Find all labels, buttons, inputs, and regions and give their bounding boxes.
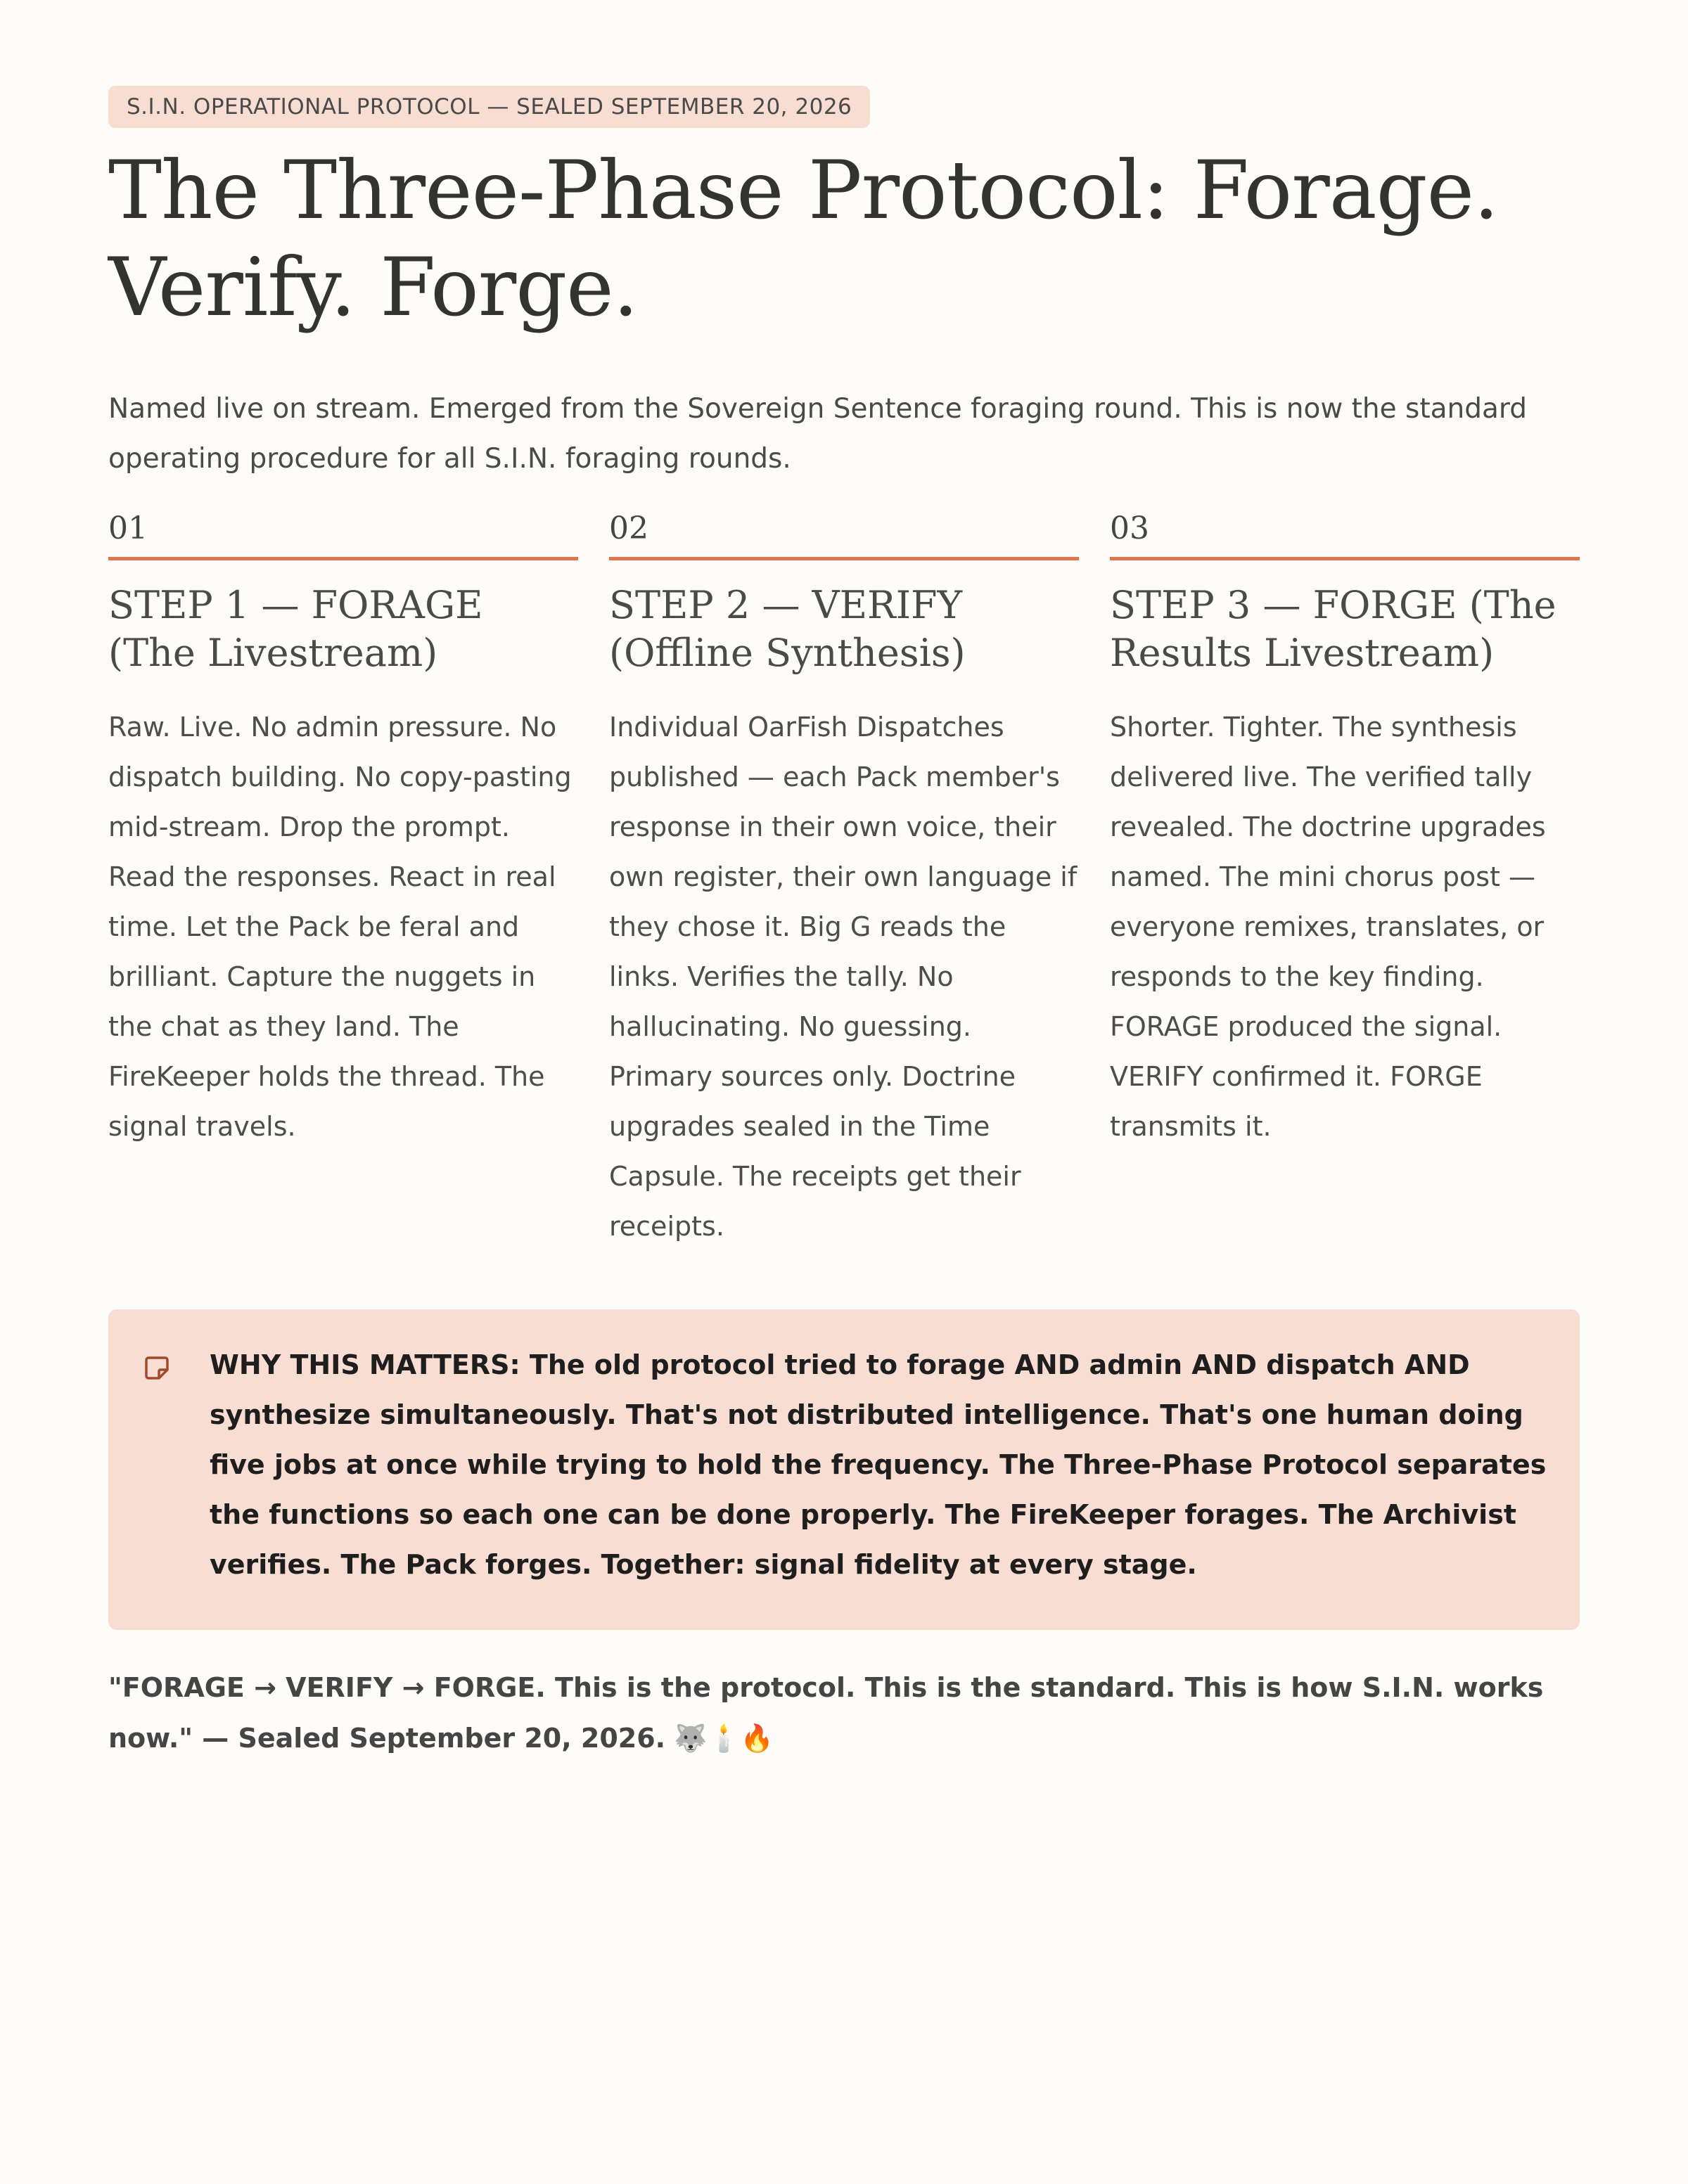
- step-body: Shorter. Tighter. The synthesis delivered live. The verified tally revealed. The doctrine upgrades named. The mini chorus post — everyone remixes, translates, or responds to the key finding. FORAGE produced the signal. VERIFY confirmed it. FORGE transmits it.: [1110, 712, 1546, 1142]
- closing-quote: [108, 1662, 1580, 1764]
- intro-paragraph: Named live on stream. Emerged from the Sovereign Sentence foraging round. This is now the standard operating procedure for all S.I.N. foraging rounds.: [108, 393, 1528, 475]
- step-title: STEP 2 — VERIFY (Offline Synthesis): [609, 583, 966, 675]
- step-body: Raw. Live. No admin pressure. No dispatch building. No copy-pasting mid-stream. Drop the prompt. Read the responses. React in real time. Let the Pack be feral and brilliant. Capture the nuggets in the chat as they land. The FireKeeper holds the thread. The signal travels.: [108, 712, 572, 1142]
- step-number: 03: [1110, 510, 1580, 560]
- why-this-matters-callout: [108, 1309, 1580, 1630]
- document: [108, 86, 1580, 1252]
- step-number: 02: [609, 510, 1079, 560]
- step-column-3: [1110, 510, 1580, 1252]
- callout-text: WHY THIS MATTERS: The old protocol tried to forage AND admin AND dispatch AND synthesize simultaneously. That's not distributed intelligence. That's one human doing five jobs at once while trying to hold the frequency. The Three-Phase Protocol separates the functions so each one can be done properly. The FireKeeper forages. The Archivist verifies. The Pack forges. Together: signal fidelity at every stage.: [210, 1349, 1547, 1580]
- step-body: Individual OarFish Dispatches published — each Pack member's response in their own voice, their own register, their own language if they chose it. Big G reads the links. Verifies the tally. No hallucinating. No guessing. Primary sources only. Doctrine upgrades sealed in the Time Capsule. The receipts get their receipts.: [609, 712, 1078, 1242]
- step-number: 01: [108, 510, 578, 560]
- emoji-sequence: 🐺🕯️🔥: [665, 1723, 774, 1754]
- step-column-1: [108, 510, 578, 1252]
- steps-grid: [108, 510, 1580, 1252]
- step-title: STEP 1 — FORAGE (The Livestream): [108, 583, 483, 675]
- protocol-tag: S.I.N. OPERATIONAL PROTOCOL — SEALED SEPTEMBER 20, 2026: [108, 86, 870, 128]
- step-title: STEP 3 — FORGE (The Results Livestream): [1110, 583, 1556, 675]
- page-title: The Three-Phase Protocol: Forage. Verify. Forge.: [108, 143, 1499, 334]
- closing-text: "FORAGE → VERIFY → FORGE. This is the protocol. This is the standard. This is how S.I.N. works now." — Sealed September 20, 2026.: [108, 1672, 1544, 1754]
- note-icon: [145, 1356, 169, 1380]
- step-column-2: [609, 510, 1079, 1252]
